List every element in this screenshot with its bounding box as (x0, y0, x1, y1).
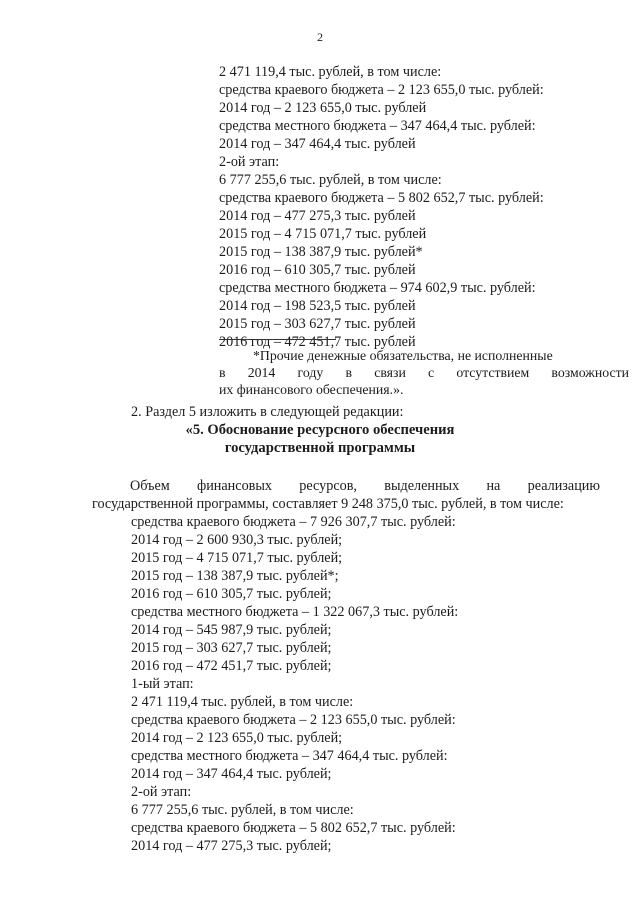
amendment-item: 2. Раздел 5 изложить в следующей редакции: (131, 404, 404, 420)
budget-line: 2016 год – 472 451,7 тыс. рублей; (131, 658, 332, 674)
section-heading: «5. Обоснование ресурсного обеспечения (185, 422, 455, 438)
budget-line: 2014 год – 2 123 655,0 тыс. рублей (219, 100, 427, 116)
budget-line: 2015 год – 4 715 071,7 тыс. рублей; (131, 550, 343, 566)
budget-line: 2014 год – 2 600 930,3 тыс. рублей; (131, 532, 343, 548)
budget-line: 2015 год – 303 627,7 тыс. рублей; (131, 640, 332, 656)
budget-line: 2016 год – 472 451,7 тыс. рублей (219, 334, 416, 350)
budget-line: средства краевого бюджета – 5 802 652,7 тыс. рублей: (131, 820, 456, 836)
footnote-text: *Прочие денежные обязательства, не исполненные (253, 348, 553, 363)
budget-line: средства краевого бюджета – 2 123 655,0 тыс. рублей: (219, 82, 544, 98)
budget-line: 2014 год – 198 523,5 тыс. рублей (219, 298, 416, 314)
budget-line: 2014 год – 347 464,4 тыс. рублей (219, 136, 416, 152)
budget-line: средства местного бюджета – 347 464,4 тыс. рублей: (219, 118, 536, 134)
budget-line: 2015 год – 4 715 071,7 тыс. рублей (219, 226, 427, 242)
budget-line: средства местного бюджета – 1 322 067,3 тыс. рублей: (131, 604, 459, 620)
stage-label: 1-ый этап: (131, 676, 194, 692)
intro-paragraph: государственной программы, составляет 9 248 375,0 тыс. рублей, в том числе: (92, 496, 564, 512)
budget-line: 2014 год – 545 987,9 тыс. рублей; (131, 622, 332, 638)
budget-line: средства краевого бюджета – 7 926 307,7 тыс. рублей: (131, 514, 456, 530)
footnote-separator (219, 339, 336, 340)
budget-line: 6 777 255,6 тыс. рублей, в том числе: (219, 172, 442, 188)
intro-paragraph: Объем финансовых ресурсов, выделенных на реализацию (130, 478, 600, 494)
budget-line: 2016 год – 610 305,7 тыс. рублей; (131, 586, 332, 602)
budget-line: 2014 год – 477 275,3 тыс. рублей (219, 208, 416, 224)
footnote-text: в 2014 году в связи с отсутствием возможности (219, 365, 629, 380)
stage-label: 2-ой этап: (219, 154, 280, 170)
stage-label: 2-ой этап: (131, 784, 192, 800)
budget-line: 2014 год – 477 275,3 тыс. рублей; (131, 838, 332, 854)
budget-line: 6 777 255,6 тыс. рублей, в том числе: (131, 802, 354, 818)
budget-line: средства местного бюджета – 974 602,9 тыс. рублей: (219, 280, 536, 296)
budget-line: 2016 год – 610 305,7 тыс. рублей (219, 262, 416, 278)
budget-line: средства краевого бюджета – 5 802 652,7 тыс. рублей: (219, 190, 544, 206)
budget-line: средства местного бюджета – 347 464,4 тыс. рублей: (131, 748, 448, 764)
budget-line: 2 471 119,4 тыс. рублей, в том числе: (219, 64, 442, 80)
budget-line: 2015 год – 303 627,7 тыс. рублей (219, 316, 416, 332)
page-number: 2 (317, 30, 323, 44)
budget-line: 2015 год – 138 387,9 тыс. рублей* (219, 244, 423, 260)
budget-line: 2015 год – 138 387,9 тыс. рублей*; (131, 568, 339, 584)
budget-line: 2 471 119,4 тыс. рублей, в том числе: (131, 694, 354, 710)
budget-line: 2014 год – 2 123 655,0 тыс. рублей; (131, 730, 343, 746)
budget-line: средства краевого бюджета – 2 123 655,0 тыс. рублей: (131, 712, 456, 728)
budget-line: 2014 год – 347 464,4 тыс. рублей; (131, 766, 332, 782)
section-heading: государственной программы (224, 440, 416, 456)
footnote-text: их финансового обеспечения.». (219, 382, 404, 397)
